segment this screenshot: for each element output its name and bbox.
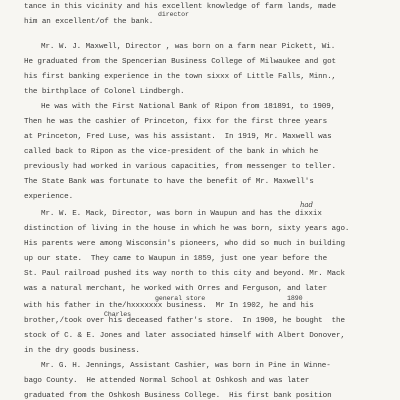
- text-line: the birthplace of Colonel Lindbergh.: [24, 88, 185, 96]
- interlinear-insertion: director: [158, 11, 189, 18]
- text-line: with his father in the/hxxxxxxx business. Mr In 1902, he and his: [24, 302, 314, 310]
- interlinear-insertion: had: [300, 201, 313, 209]
- text-line: was a natural merchant, he worked with Orres and Ferguson, and later: [24, 285, 328, 293]
- text-line: brother,/took over his deceased father's store. In 1900, he bought the: [24, 317, 345, 325]
- text-line: tance in this vicinity and his excellent knowledge of farm lands, made: [24, 3, 336, 11]
- text-line: called back to Ripon as the vice-president of the bank in which he: [24, 148, 319, 156]
- interlinear-insertion: Charles: [104, 311, 131, 318]
- text-line: his first banking experience in the town sixxx of Little Falls, Minn.,: [24, 73, 336, 81]
- text-line: at Princeton, Fred Luse, was his assistant. In 1919, Mr. Maxwell was: [24, 133, 332, 141]
- text-line: stock of C. & E. Jones and later associated himself with Albert Donover,: [24, 332, 345, 340]
- text-line: He was with the First National Bank of Ripon from 181891, to 1909,: [41, 103, 336, 111]
- text-line: bago County. He attended Normal School at Oshkosh and was later: [24, 377, 310, 385]
- text-line: The State Bank was fortunate to have the benefit of Mr. Maxwell's: [24, 178, 314, 186]
- text-line: Mr. W. E. Mack, Director, was born in Waupun and has the dixxix: [41, 210, 322, 218]
- text-line: He graduated from the Spencerian Business College of Milwaukee and got: [24, 58, 336, 66]
- text-line: graduated from the Oshkosh Business College. His first bank position: [24, 392, 332, 400]
- text-line: Mr. G. H. Jennings, Assistant Cashier, was born in Pine in Winne-: [41, 362, 331, 370]
- text-line: experience.: [24, 193, 74, 201]
- text-line: His parents were among Wisconsin's pioneers, who did so much in building: [24, 240, 345, 248]
- text-line: up our state. They came to Waupun in 1859, just one year before the: [24, 255, 328, 263]
- text-line: Then he was the cashier of Princeton, fixx for the first three years: [24, 118, 328, 126]
- text-line: Mr. W. J. Maxwell, Director , was born on a farm near Pickett, Wi.: [41, 43, 336, 51]
- text-line: distinction of living in the house in which he was born, sixty years ago.: [24, 225, 350, 233]
- text-line: in the dry goods business.: [24, 347, 140, 355]
- text-line: St. Paul railroad pushed its way north to this city and beyond. Mr. Mack: [24, 270, 345, 278]
- interlinear-insertion: general store: [155, 295, 206, 302]
- interlinear-insertion: 1890: [287, 295, 303, 302]
- text-line: him an excellent/of the bank.: [24, 18, 154, 26]
- text-line: previously had worked in various capacities, from messenger to teller.: [24, 163, 336, 171]
